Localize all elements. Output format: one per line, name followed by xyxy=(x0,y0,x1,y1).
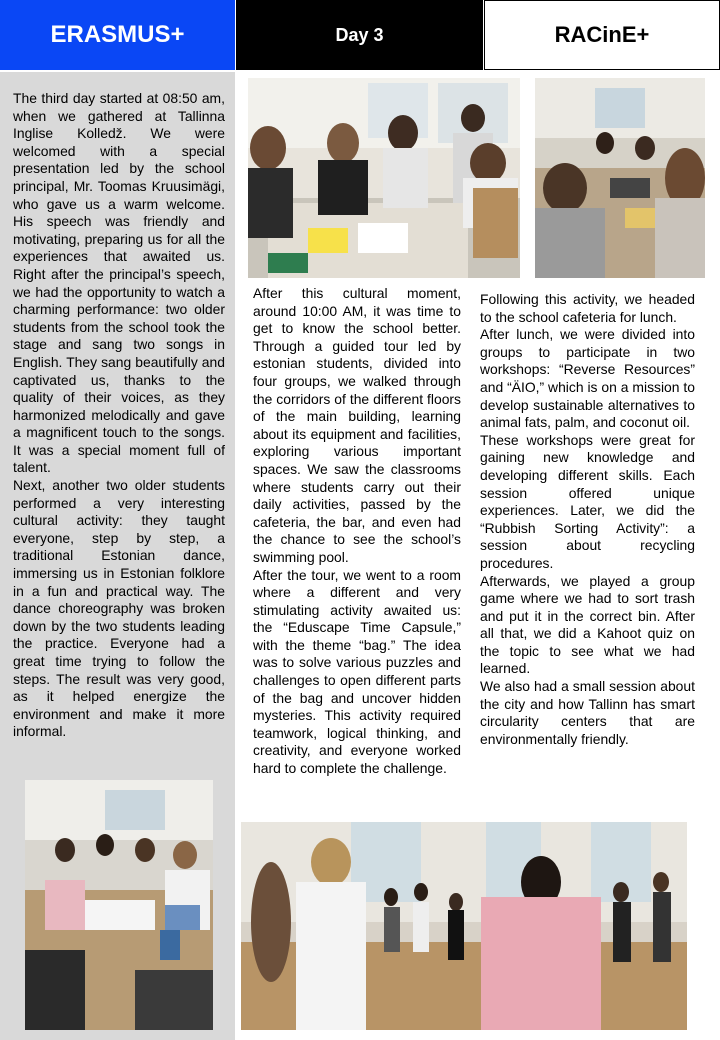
erasmus-title: ERASMUS+ xyxy=(0,0,235,70)
paragraph: Next, another two older students performed a very interesting cultural activity: they taught everyone, step by step, a traditional Estonian dance, immersing us in Estonian folklore in a fun and practical way. The dance choreography was broken down by the two students leading the practice. Everyone had a great time trying to follow the steps. The result was very good, as it helped energize the environment and make it more informal. xyxy=(13,477,225,740)
article-column-1 xyxy=(13,90,225,741)
page-header xyxy=(0,0,720,72)
racine-title: RACinE+ xyxy=(484,0,720,70)
classroom-photo xyxy=(535,78,705,278)
paragraph: The third day started at 08:50 am, when we gathered at Tallinna Inglise Kolledž. We were welcomed with a special presentation led by the school principal, Mr. Toomas Kruusimägi, who gave us a warm welcome. His speech was friendly and motivating, preparing us for all the experiences that awaited us. Right after the principal’s speech, we had the opportunity to watch a charming performance: two older students from the school took the stage and sang two songs in English. They sang beautifully and captivated us, thanks to the quality of their voices, as they harmonized melodically and gave a magnificent touch to the songs. It was a special moment full of talent. xyxy=(13,90,225,476)
day-title: Day 3 xyxy=(236,0,483,70)
paragraph: We also had a small session about the city and how Tallinn has smart circularity centers that are environmentally friendly. xyxy=(480,678,695,747)
paragraph: After the tour, we went to a room where a different and very stimulating activity awaited us: the “Eduscape Time Capsule,” with the theme “bag.” The idea was to solve various puzzles and challenges to open different parts of the bag and uncover hidden mysteries. This activity required teamwork, logical thinking, and creativity, and everyone worked hard to complete the challenge. xyxy=(253,566,461,777)
students-puzzle-photo xyxy=(248,78,520,278)
article-column-2 xyxy=(253,285,461,778)
article-column-3 xyxy=(480,291,695,748)
paragraph: After lunch, we were divided into groups to participate in two workshops: “Reverse Resources” and “ÄIO,” which is on a mission to develop sustainable alternatives to animal fats, palm, and coconut oil. xyxy=(480,326,695,431)
students-floor-photo xyxy=(25,780,213,1030)
paragraph: Following this activity, we headed to the school cafeteria for lunch. xyxy=(480,291,695,325)
paragraph: After this cultural moment, around 10:00 AM, it was time to get to know the school better. Through a guided tour led by estonian students, divided into four groups, we walked through the corridors of the different floors of the main building, learning about its equipment and facilities, exploring various important spaces. We saw the classrooms where students carry out their daily activities, passed by the cafeteria, the bar, and even had the chance to see the school’s swimming pool. xyxy=(253,285,461,565)
paragraph: These workshops were great for gaining new knowledge and developing different skills. Each session offered unique experiences. Later, we did the “Rubbish Sorting Activity”: a session about recycling procedures. xyxy=(480,431,695,571)
paragraph: Afterwards, we played a group game where we had to sort trash and put it in the correct bin. After all that, we did a Kahoot quiz on the topic to see what we had learned. xyxy=(480,572,695,677)
dance-photo xyxy=(241,822,687,1030)
